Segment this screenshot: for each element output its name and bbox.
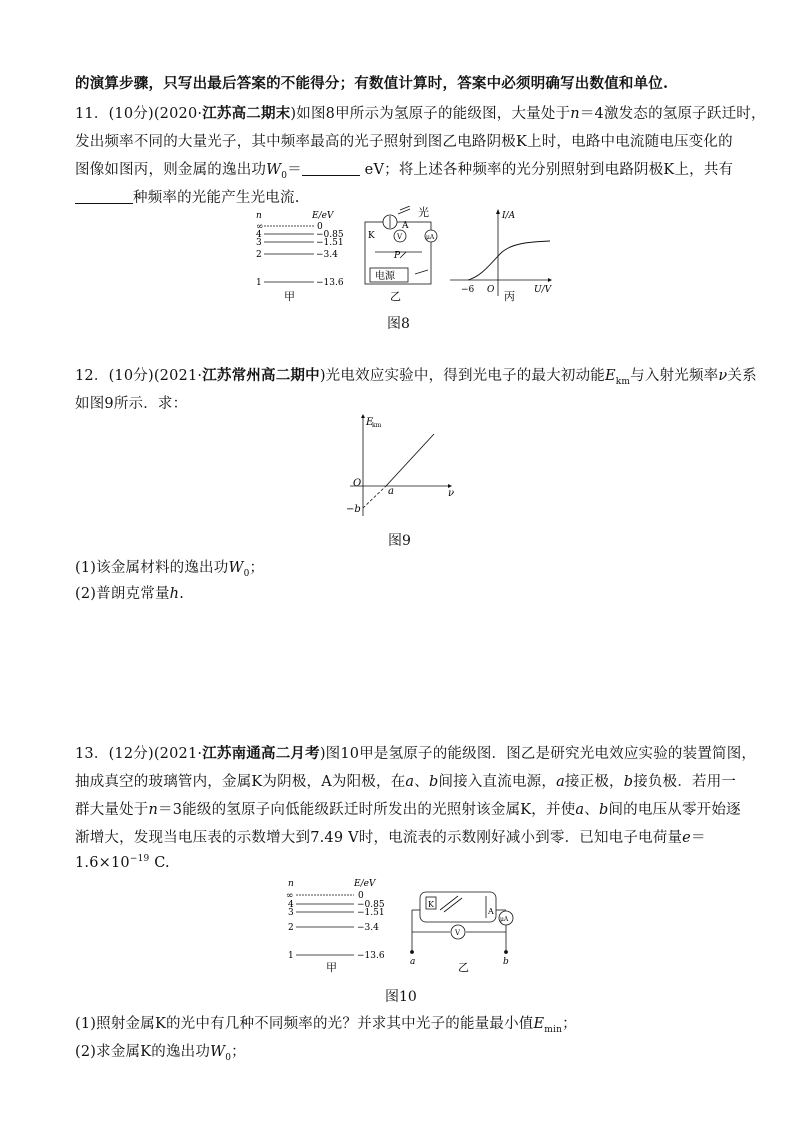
fig10-yi-a: A	[488, 907, 494, 916]
fig8-yi-k: K	[368, 231, 375, 241]
fig10-jia-energy-1: −13.6	[357, 951, 385, 961]
q13-line-4: 渐增大，发现当电压表的示数增大到7.49 V时，电流表的示数刚好减小到零．已知电子电荷量e＝	[75, 830, 706, 846]
q11-line-2: 发出频率不同的大量光子，其中频率最高的光子照射到图乙电路阴极K上时，电路中电流随电压变化的	[75, 134, 733, 150]
fig8-bing-xlabel: U/V	[534, 285, 552, 295]
q13-line-3: 群大量处于n＝3能级的氢原子向低能级跃迁时所发出的光照射该金属K，并使a、b间的电压从零开始逐	[75, 802, 741, 818]
fig8-bing-iv-graph	[450, 209, 553, 303]
fig8-jia-energy-levels	[256, 211, 344, 303]
fig9-origin: O	[353, 478, 362, 489]
fig8-yi-source: 电源	[375, 271, 395, 282]
q12-part-2: (2)普朗克常量h.	[75, 586, 184, 602]
figure-10	[282, 874, 522, 979]
fig10-jia-level-2: 2	[288, 923, 294, 933]
fig10-caption: 图10	[385, 989, 417, 1005]
q12-part-1: (1)该金属材料的逸出功$W_0$；	[75, 560, 265, 579]
figure-9	[340, 412, 465, 522]
fig8-jia-energy-1: −13.6	[316, 278, 344, 288]
fig8-jia-level-2: 2	[256, 250, 262, 260]
figure-8	[250, 206, 570, 306]
fig10-jia-energy-inf: 0	[358, 891, 364, 901]
fig10-yi-terminal-b: b	[503, 957, 509, 967]
fig9-ysub: km	[372, 422, 382, 429]
fig8-jia-n-label: n	[256, 211, 262, 221]
fig10-jia-level-1: 1	[288, 951, 294, 961]
fig8-jia-name: 甲	[284, 290, 295, 303]
q11-line-4: 种频率的光能产生光电流.	[75, 186, 300, 207]
q11-blank-2[interactable]	[75, 189, 133, 204]
fig8-jia-energy-4: −0.85	[316, 230, 344, 240]
fig8-yi-light-label: 光	[418, 206, 429, 219]
fig10-jia-level-inf: ∞	[286, 891, 294, 901]
fig8-yi-p: P	[394, 251, 401, 261]
q13-line-5: $1.6\times 10^{-19}$ C.	[75, 854, 170, 871]
fig10-jia-energy-2: −3.4	[357, 923, 379, 933]
q11-line-1: 11．(10分)(2020·江苏高二期末)如图8甲所示为氢原子的能级图，大量处于n＝4激发态的氢原子跃迁时，	[75, 105, 766, 122]
fig8-bing-neg: −6	[461, 285, 475, 295]
fig10-yi-k: K	[428, 900, 434, 909]
fig8-yi-ua: μA	[426, 234, 435, 241]
fig10-jia-n-label: n	[288, 879, 294, 889]
fig8-jia-level-inf: ∞	[256, 222, 264, 232]
fig10-yi-v: V	[455, 929, 461, 937]
q12-source: 江苏常州高二期中	[202, 367, 320, 384]
q13-part-1: (1)照射金属K的光中有几种不同频率的光？并求其中光子的能量最小值$E_{min}$；	[75, 1016, 577, 1035]
fig10-jia-energy-3: −1.51	[357, 908, 385, 918]
fig10-jia-e-label: E/eV	[354, 879, 376, 889]
fig8-jia-level-4: 4	[256, 230, 262, 240]
fig8-jia-energy-3: −1.51	[316, 238, 344, 248]
fig8-caption: 图8	[387, 316, 410, 332]
fig10-jia-name: 甲	[326, 961, 337, 974]
fig8-jia-energy-2: −3.4	[316, 250, 338, 260]
q13-line-1: 13．(12分)(2021·江苏南通高二月考)图10甲是氢原子的能级图．图乙是研究光电效应实验的装置简图，	[75, 745, 757, 762]
q13-part-2: (2)求金属K的逸出功$W_0$；	[75, 1044, 246, 1063]
fig10-yi-apparatus	[411, 892, 514, 954]
fig8-jia-e-label: E/eV	[312, 211, 334, 221]
fig8-yi-name: 乙	[390, 290, 401, 303]
intro-text: 的演算步骤，只写出最后答案的不能得分；有数值计算时，答案中必须明确写出数值和单位.	[75, 75, 669, 92]
fig8-jia-energy-inf: 0	[317, 222, 323, 232]
q12-line-2: 如图9所示．求：	[75, 396, 188, 412]
fig10-yi-ua: μA	[500, 916, 509, 923]
q13-line-2: 抽成真空的玻璃管内，金属K为阴极，A为阳极，在a、b间接入直流电源，a接正极，b接负极．若用一	[75, 774, 737, 790]
fig9-b: −b	[346, 504, 361, 515]
fig10-jia-energy-levels	[286, 879, 385, 974]
fig8-yi-v: V	[397, 233, 403, 241]
fig8-yi-a: A	[402, 221, 409, 231]
fig9-caption: 图9	[388, 533, 411, 549]
fig10-jia-energy-4: −0.85	[357, 900, 385, 910]
q11-blank-1[interactable]	[302, 161, 360, 176]
q11-source: 江苏高二期末	[202, 105, 291, 122]
fig8-jia-level-1: 1	[256, 278, 262, 288]
fig10-jia-level-4: 4	[288, 900, 294, 910]
fig10-yi-name: 乙	[458, 961, 469, 974]
q13-source: 江苏南通高二月考	[202, 745, 320, 762]
fig8-bing-name: 丙	[504, 290, 515, 303]
fig8-bing-ylabel: I/A	[502, 211, 516, 221]
q12-line-1: 12．(10分)(2021·江苏常州高二期中)光电效应实验中，得到光电子的最大初动能$E_{km}$与入射光频率ν关系	[75, 367, 757, 387]
fig9-a: a	[388, 486, 394, 497]
q11-line-3: 图像如图丙，则金属的逸出功$W_0=$ eV；将上述各种频率的光分别照射到电路阴极K上，共有	[75, 162, 734, 181]
fig10-jia-level-3: 3	[288, 908, 294, 918]
fig8-jia-level-3: 3	[256, 238, 262, 248]
fig9-xlabel: ν	[448, 488, 455, 499]
fig10-yi-terminal-a: a	[410, 957, 416, 967]
fig9-ylabel: E	[366, 417, 374, 428]
fig8-bing-origin: O	[487, 285, 495, 295]
